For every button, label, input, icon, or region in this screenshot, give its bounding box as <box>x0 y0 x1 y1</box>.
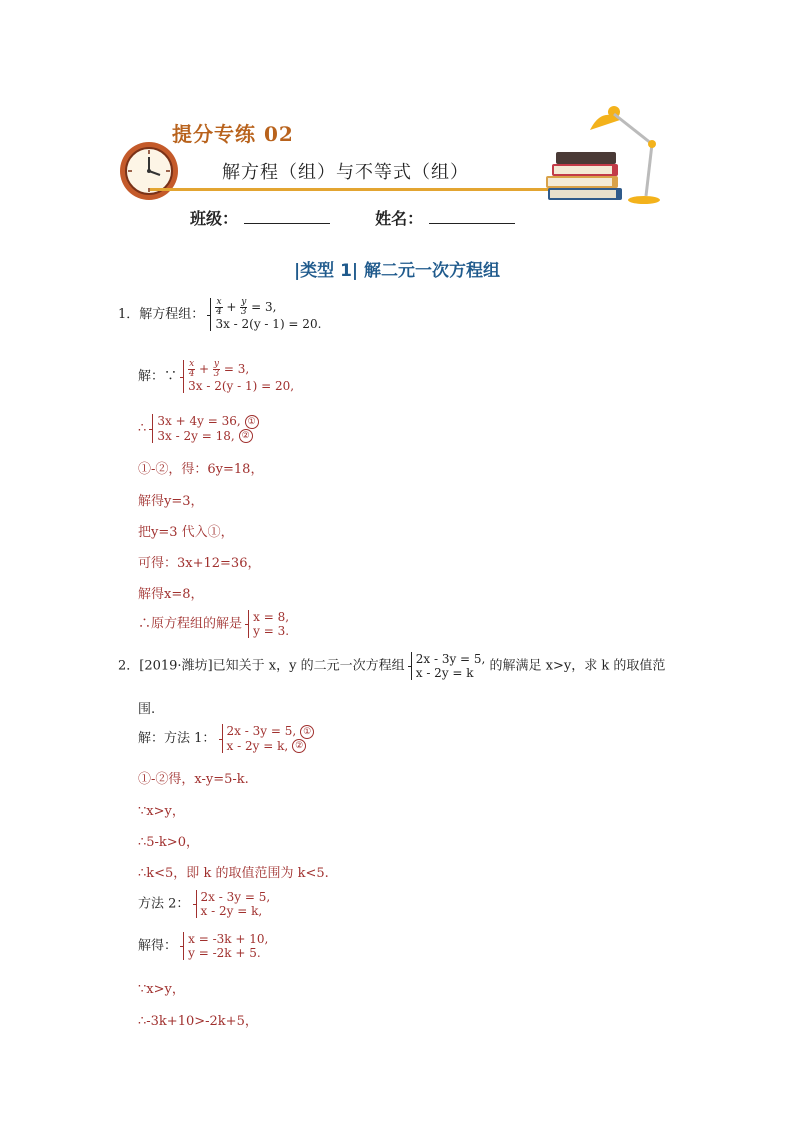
equation-system: 2x - 3y = 5, x - 2y = k <box>411 652 486 680</box>
question-1 <box>118 298 321 331</box>
solution-line: ①-②，得：6y=18， <box>138 462 264 477</box>
equation-system <box>183 360 294 393</box>
answer-system: x = -3k + 10, y = -2k + 5. <box>183 932 268 960</box>
solution-line: ∵x>y， <box>138 982 185 997</box>
equation-2: 3x - 2(y - 1) = 20. <box>215 317 322 331</box>
clock-icon <box>118 140 180 202</box>
equation-system: 2x - 3y = 5, ① x - 2y = k, ② <box>222 724 315 753</box>
equation-3: 3x + 4y = 36, ① <box>157 414 258 428</box>
solution-1-transformed: ∴ 3x + 4y = 36, ① 3x - 2y = 18, ② <box>138 414 259 443</box>
equation-1: $\frac{x}{4}$ + $\frac{y}{3}$ = 3, <box>188 359 250 379</box>
solution-line: 把y=3 代入①， <box>138 525 234 540</box>
equation-system <box>152 414 258 443</box>
worksheet-subtitle: 解方程（组）与不等式（组） <box>222 162 469 183</box>
class-label: 班级： <box>190 209 239 228</box>
banner-line <box>150 188 560 191</box>
solution-2-method-2: 方法 2： 2x - 3y = 5, x - 2y = k, <box>138 890 271 918</box>
solution-line: ∴-3k+10>-2k+5， <box>138 1014 258 1029</box>
solution-1-system <box>138 360 294 393</box>
answer-system: x = 8, y = 3. <box>248 610 289 638</box>
name-label: 姓名： <box>375 209 424 228</box>
question-number: 2． <box>118 658 140 674</box>
desk-lamp-icon <box>586 100 662 206</box>
solution-line: ∴5-k>0， <box>138 835 199 850</box>
solution-2-method-1: 解：方法 1： 2x - 3y = 5, ① x - 2y = k, ② <box>138 724 314 753</box>
solution-line: ①-②得，x-y=5-k. <box>138 772 249 787</box>
solution-line: ∴k<5，即 k 的取值范围为 k<5. <box>138 866 329 881</box>
equation-2: 3x - 2(y - 1) = 20, <box>188 379 295 393</box>
student-info-row <box>190 206 515 229</box>
solution-line: ∵x>y， <box>138 804 185 819</box>
solution-line: 解得x=8， <box>138 587 204 602</box>
question-2: 2．[2019·潍坊]已知关于 x，y 的二元一次方程组 2x - 3y = 5, x - 2y = k 的解满足 x>y，求 k 的取值范 <box>118 652 666 680</box>
solution-2-result: 解得： x = -3k + 10, y = -2k + 5. <box>138 932 269 960</box>
section-heading: |类型 1| 解二元一次方程组 <box>293 261 501 281</box>
equation-4: 3x - 2y = 18, ② <box>157 429 252 443</box>
question-number: 1． <box>118 307 140 322</box>
equation-system <box>210 298 321 331</box>
class-blank[interactable] <box>244 209 330 224</box>
question-2-continued: 围. <box>138 702 156 717</box>
name-blank[interactable] <box>429 209 515 224</box>
solution-1-answer: ∴原方程组的解是 x = 8, y = 3. <box>138 610 290 638</box>
question-prompt: 解方程组： <box>139 307 205 322</box>
equation-1: $\frac{x}{4}$ + $\frac{y}{3}$ = 3, <box>216 297 277 317</box>
solution-line: 解得y=3， <box>138 494 204 509</box>
equation-system: 2x - 3y = 5, x - 2y = k, <box>196 890 271 918</box>
solution-lead: 解：∵ <box>138 369 178 384</box>
worksheet-title: 提分专练 02 <box>172 122 294 146</box>
solution-line: 可得：3x+12=36， <box>138 556 261 571</box>
